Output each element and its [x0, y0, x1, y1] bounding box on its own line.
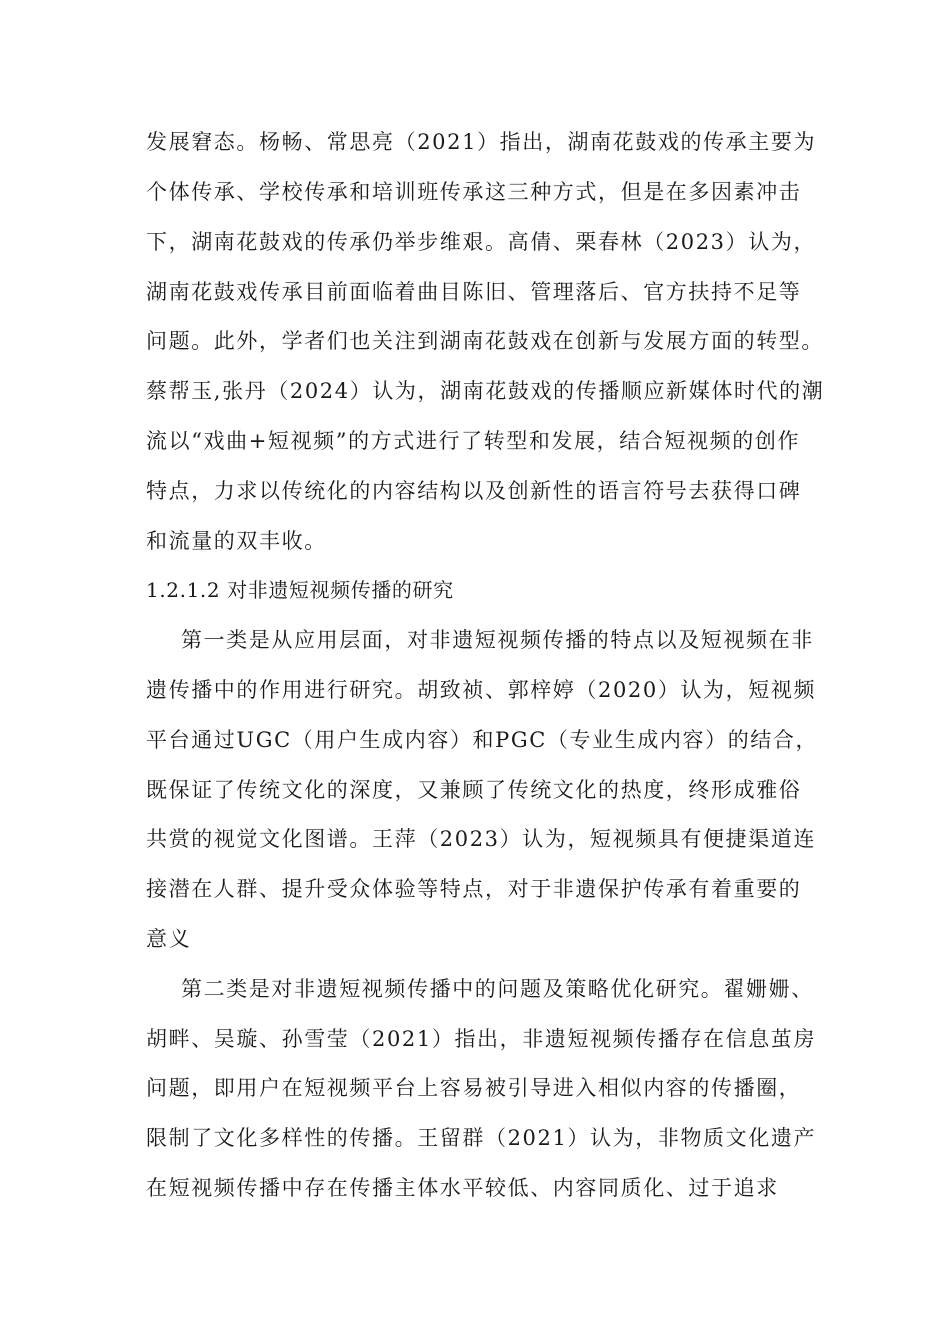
section-heading: 1.2.1.2 对非遗短视频传播的研究	[146, 578, 454, 602]
text-line: 限制了文化多样性的传播。王留群（2021）认为，非物质文化遗产	[146, 1126, 817, 1150]
text-line: 共赏的视觉文化图谱。王萍（2023）认为，短视频具有便捷渠道连	[146, 827, 817, 851]
paragraph-first-line: 第一类是从应用层面，对非遗短视频传播的特点以及短视频在非	[181, 628, 814, 652]
text-line: 和流量的双丰收。	[146, 529, 327, 553]
text-line: 问题，即用户在短视频平台上容易被引导进入相似内容的传播圈，	[146, 1076, 802, 1100]
text-line: 胡畔、吴璇、孙雪莹（2021）指出，非遗短视频传播存在信息茧房	[146, 1027, 817, 1051]
text-line: 湖南花鼓戏传承目前面临着曲目陈旧、管理落后、官方扶持不足等	[146, 280, 802, 304]
text-line: 特点，力求以传统化的内容结构以及创新性的语言符号去获得口碑	[146, 479, 802, 503]
text-line: 意义	[146, 927, 192, 951]
text-line: 既保证了传统文化的深度，又兼顾了传统文化的热度，终形成雅俗	[146, 778, 802, 802]
text-line: 接潜在人群、提升受众体验等特点，对于非遗保护传承有着重要的	[146, 877, 802, 901]
text-line: 在短视频传播中存在传播主体水平较低、内容同质化、过于追求	[146, 1176, 779, 1200]
text-line: 下，湖南花鼓戏的传承仍举步维艰。高倩、栗春林（2023）认为，	[146, 230, 817, 254]
text-line: 流以“戏曲+短视频”的方式进行了转型和发展，结合短视频的创作	[146, 429, 801, 453]
text-line: 蔡帮玉,张丹（2024）认为，湖南花鼓戏的传播顺应新媒体时代的潮	[146, 379, 825, 403]
text-line: 遗传播中的作用进行研究。胡致祯、郭梓婷（2020）认为，短视频	[146, 678, 817, 702]
text-line: 个体传承、学校传承和培训班传承这三种方式，但是在多因素冲击	[146, 180, 802, 204]
paragraph-first-line: 第二类是对非遗短视频传播中的问题及策略优化研究。翟姗姗、	[181, 977, 814, 1001]
text-line: 发展窘态。杨畅、常思亮（2021）指出，湖南花鼓戏的传承主要为	[146, 130, 817, 154]
text-line: 平台通过UGC（用户生成内容）和PGC（专业生成内容）的结合，	[146, 728, 819, 752]
text-line: 问题。此外，学者们也关注到湖南花鼓戏在创新与发展方面的转型。	[146, 329, 824, 353]
